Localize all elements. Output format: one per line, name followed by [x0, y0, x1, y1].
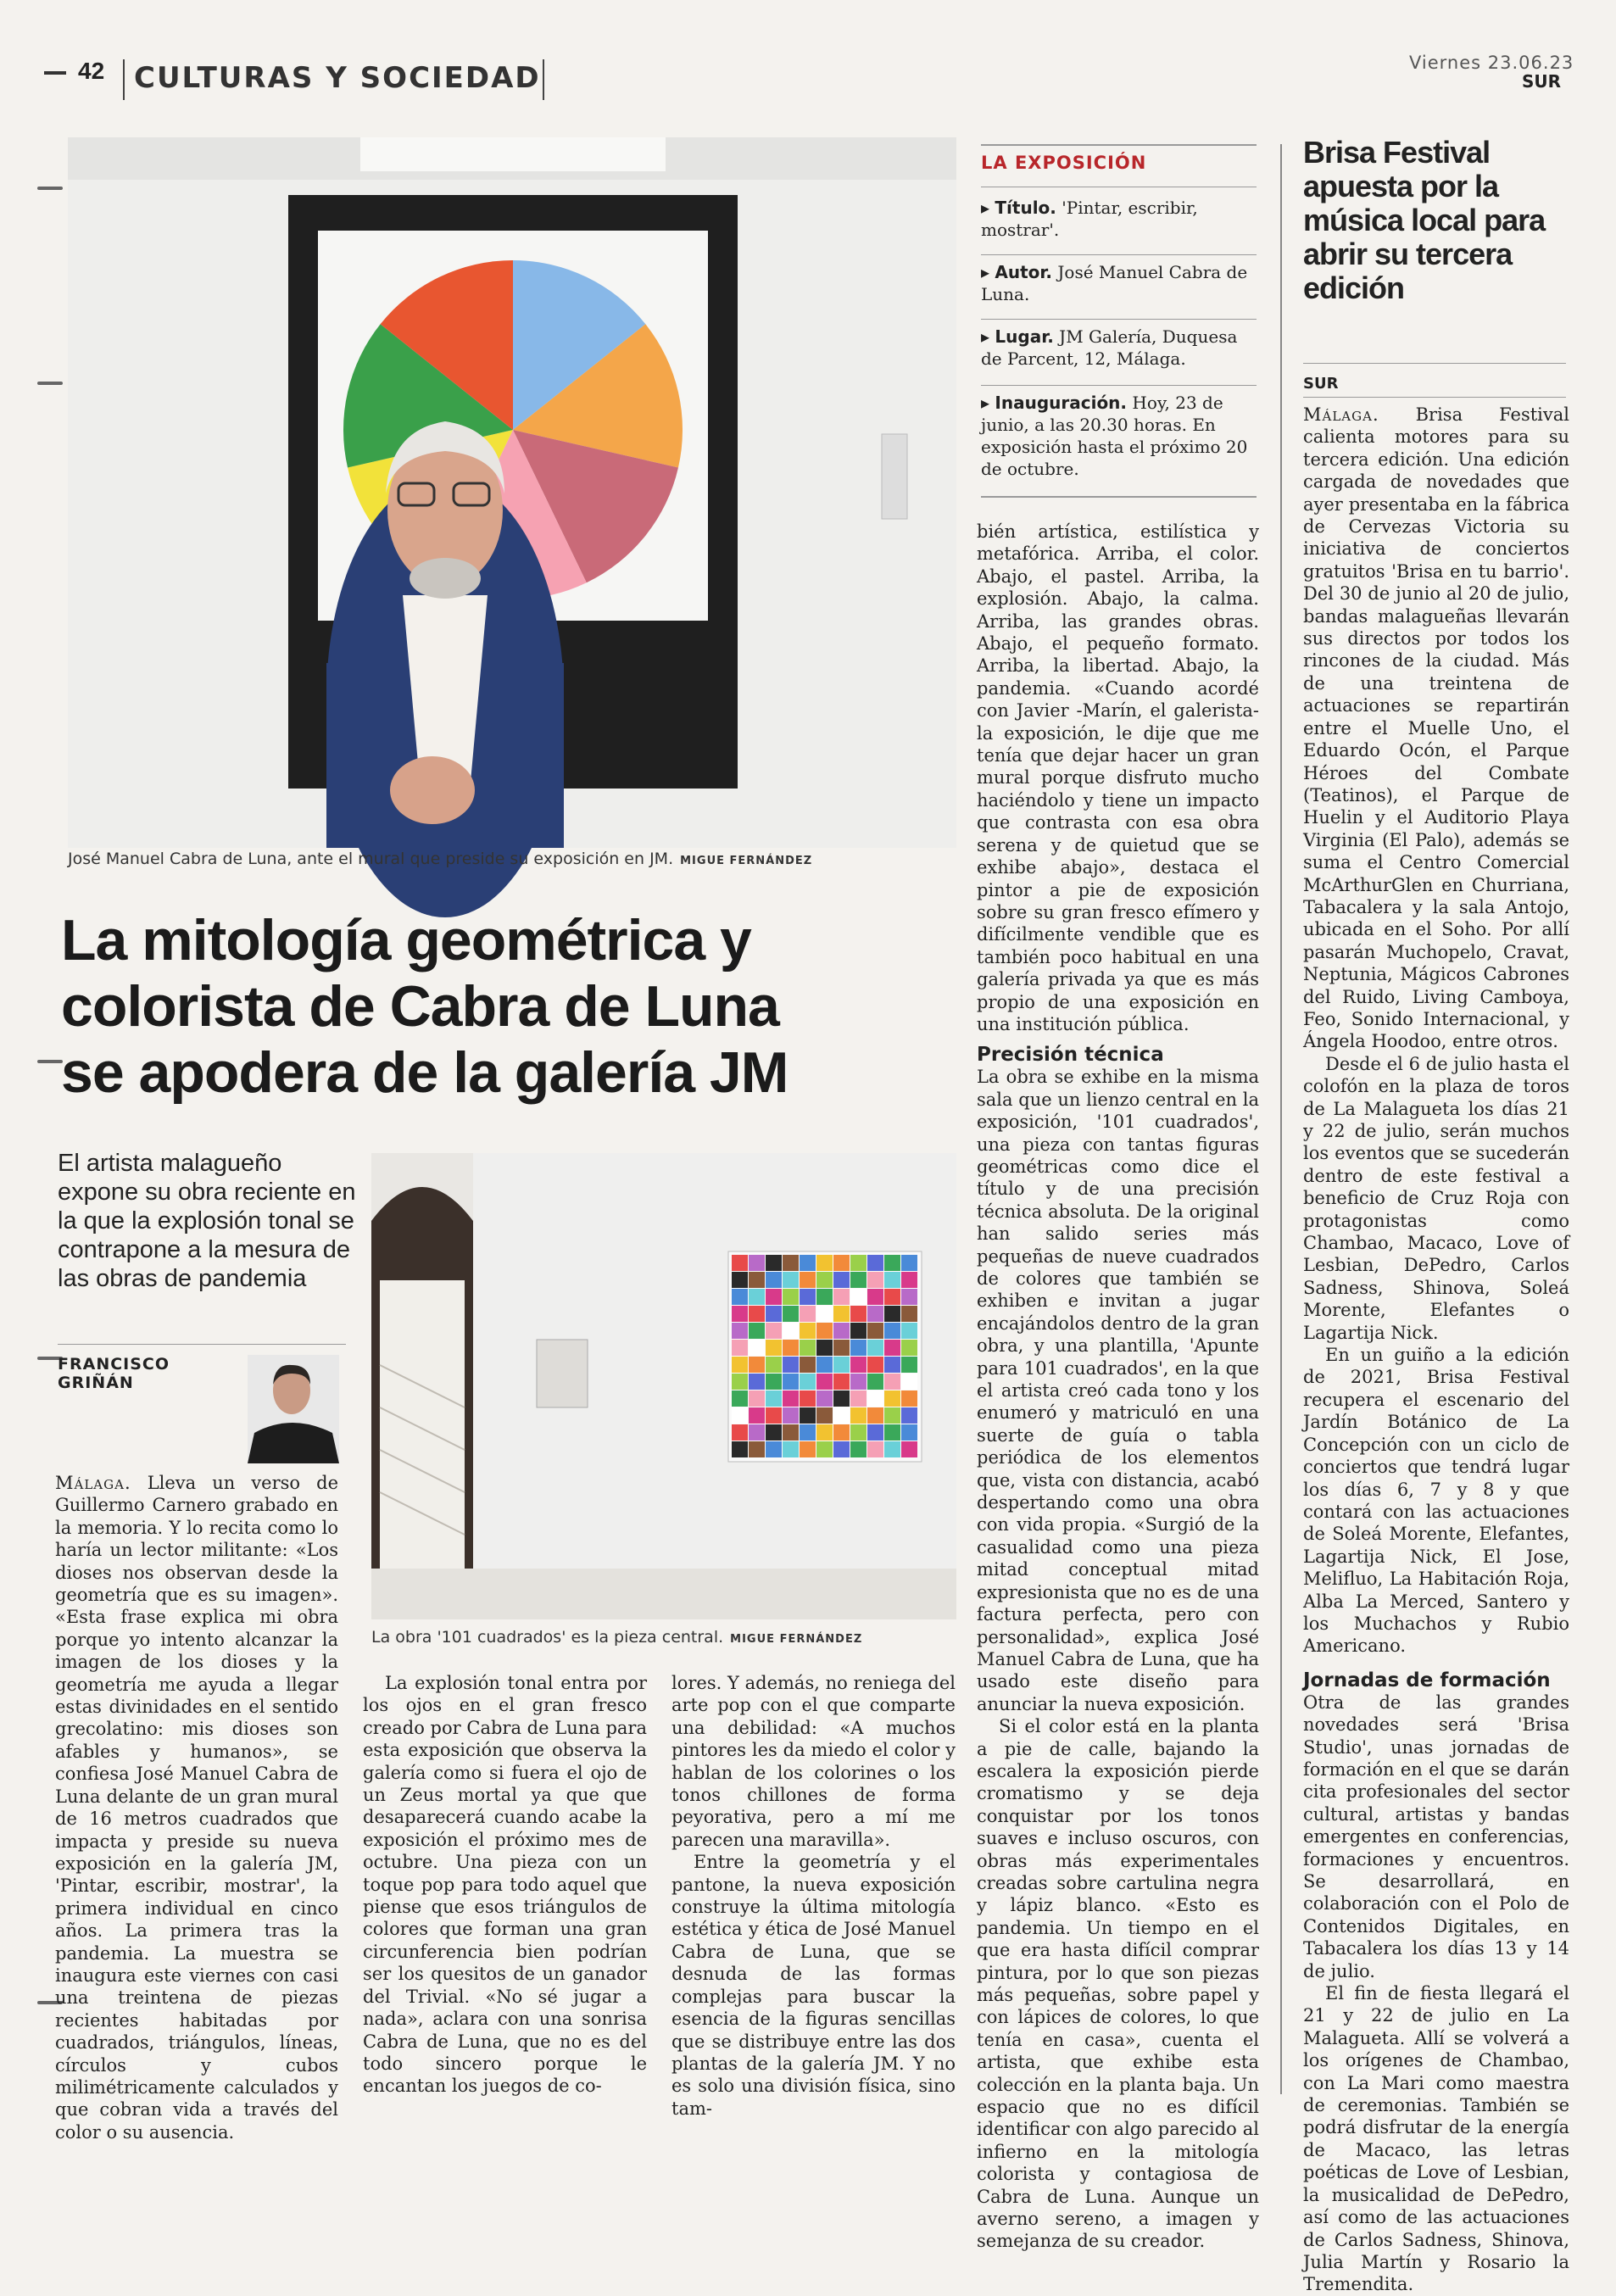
author-photo: [248, 1355, 339, 1463]
artwork-square: [867, 1289, 883, 1305]
artwork-square: [867, 1340, 883, 1356]
article-text: Si el color está en la planta a pie de calle, bajando la escalera la exposición pierde cromatismo y se deja conquistar por los tonos suaves e incluso oscuros, con obras más experimentales creadas sobre cartulina negra y lápiz blanco. «Esto es pandemia. Un tiempo en el que era hasta difícil comprar pintura, por lo que son piezas más pequeñas, sobre papel y con lápices de colores, lo que tenía en casa», cuenta el artista, que exhibe esta colección en la planta baja. Un espacio que no es difícil identificar con algo parecido al infierno en la mitología colorista y contagiosa de Cabra de Luna. Aunque un averno sereno, a imagen y semejanza de su creador.: [977, 1716, 1259, 2252]
artwork-square: [850, 1289, 867, 1305]
artwork-square: [766, 1289, 782, 1305]
caption-text: La obra '101 cuadrados' es la pieza central.: [371, 1628, 724, 1647]
artwork-square: [766, 1390, 782, 1407]
artwork-square: [867, 1306, 883, 1322]
gallery-illustration: [371, 1153, 956, 1619]
article-col-4: [977, 521, 1259, 2253]
artwork-square: [732, 1289, 748, 1305]
artwork-square: [749, 1390, 765, 1407]
artwork-square: [749, 1289, 765, 1305]
artwork-square: [816, 1323, 833, 1339]
artwork-square: [732, 1340, 748, 1356]
sidebar-rule: [1303, 397, 1566, 398]
punch-mark: [37, 1060, 63, 1063]
artwork-square: [732, 1441, 748, 1457]
article-col-3: [671, 1672, 956, 2120]
artwork-square: [749, 1424, 765, 1441]
artwork-square: [850, 1306, 867, 1322]
artwork-square: [833, 1306, 850, 1322]
artwork-square: [783, 1390, 799, 1407]
artwork-square: [732, 1255, 748, 1271]
article-col-1: [55, 1472, 338, 2143]
artwork-square: [901, 1272, 917, 1288]
second-photo: [371, 1153, 956, 1619]
artwork-square: [884, 1407, 900, 1424]
artwork-square: [732, 1407, 748, 1424]
infobox-title: LA EXPOSICIÓN: [981, 153, 1147, 173]
col4-subtitle: Precisión técnica: [977, 1044, 1164, 1067]
artwork-square: [732, 1374, 748, 1390]
author-rule: [58, 1344, 346, 1345]
artwork-square: [833, 1323, 850, 1339]
infobox-item: ▸ Inauguración. Hoy, 23 de junio, a las 20.30 horas. En exposición hasta el próximo 20 de octubre.: [981, 393, 1248, 479]
issue-date: Viernes 23.06.23: [1409, 53, 1574, 73]
artwork-square: [867, 1424, 883, 1441]
sidebar-separator: [1280, 144, 1282, 2094]
headline-line: La mitología geométrica y: [61, 908, 751, 972]
artwork-square: [766, 1323, 782, 1339]
artwork-square: [749, 1357, 765, 1373]
artwork-square: [833, 1340, 850, 1356]
artwork-square: [833, 1407, 850, 1424]
artwork-square: [816, 1289, 833, 1305]
artwork-square: [884, 1374, 900, 1390]
artwork-square: [749, 1306, 765, 1322]
artwork-square: [901, 1357, 917, 1373]
article-text: La obra se exhibe en la misma sala que un lienzo central en la exposición, '101 cuadrados', una pieza con tantas figuras geométricas como dice el título y de una precisión técnica absoluta. De la original han salido series más pequeñas de nueve cuadrados de colores que también se exhiben e invitan a jugar encajándolos dentro de la gran obra, y una plantilla, 'Apunte para 101 cuadrados', en la que el artista creó cada tono y los enumeró y matriculó en una suerte de guía o tabla periódica de los elementos que, vista con distancia, acabó despertando como una obra con vida propia. «Surgió de la casualidad como una pieza mitad conceptual mitad expresionista que no es de una factura perfecta, pero con personalidad», explica José Manuel Cabra de Luna, que ha usado este diseño para anunciar la nueva exposición.: [977, 1067, 1259, 1714]
author-last-name: GRIÑÁN: [58, 1374, 134, 1392]
punch-mark: [37, 382, 63, 385]
sidebar-text: Otra de las grandes novedades será 'Brisa Studio', unas jornadas de formación en el que se darán cita profesionales del sector cultural, artistas y bandas emergentes en conferencias, formaciones y encuentros. Se desarrollará, en colaboración con el Polo de Contenidos Digitales, en Tabacalera los días 13 y 14 de julio.: [1303, 1691, 1569, 1981]
headline-line: colorista de Cabra de Luna: [61, 974, 779, 1039]
artwork-square: [833, 1357, 850, 1373]
page-number: 42: [78, 58, 105, 84]
artwork-square: [867, 1255, 883, 1271]
author-byline: [58, 1355, 170, 1392]
artwork-square: [901, 1340, 917, 1356]
artwork-square: [867, 1374, 883, 1390]
header-divider: [123, 59, 125, 100]
artwork-square: [884, 1390, 900, 1407]
author-first-name: FRANCISCO: [58, 1355, 170, 1374]
artwork-square: [816, 1407, 833, 1424]
artwork-square: [867, 1441, 883, 1457]
publication-name: SUR: [1522, 71, 1562, 92]
artwork-square: [901, 1390, 917, 1407]
article-text: Lleva un verso de Guillermo Carnero grabado en la memoria. Y lo recita como lo haría un lector militante: «Los dioses nos observan desde la geometría que es su imagen». «Esta frase explica mi obra porque yo intento alcanzar la imagen de los dioses y la geometría me ayuda a llegar estas divinidades en el sentido grecolatino: mis dioses son afables y humanos», se confiesa José Manuel Cabra de Luna delante de un gran mural de 16 metros cuadrados que impacta y preside su nueva exposición en la galería JM, 'Pintar, escribir, mostrar', la primera individual en cinco años. La primera tras la pandemia. La muestra se inaugura este viernes con casi una treintena de piezas recientes habitadas por cuadrados, triángulos, líneas, círculos y cubos milimétricamente calculados y que cobran vida a través del color o su ausencia.: [55, 1473, 338, 2143]
artwork-square: [783, 1255, 799, 1271]
artwork-square: [766, 1407, 782, 1424]
article-text: lores. Y además, no reniega del arte pop con el que comparte una debilidad: «A muchos pintores les da miedo el color y hablan de los colorines o los tonos chillones de forma peyorativa, pero a mí me parecen una maravilla».: [671, 1673, 956, 1850]
artwork-square: [732, 1323, 748, 1339]
sidebar-text: El fin de fiesta llegará el 21 y 22 de julio en La Malagueta. Allí se volverá a los orígenes de Chambao, con La Mari como maestra de ceremonias. También se podrá disfrutar de la energía de Macaco, las letras poéticas de Love of Lesbian, la musicalidad de DePedro, así como de las actuaciones de Carlos Sadness, Shinova, Julia Martín y Rosario la Tremendita.: [1303, 1983, 1569, 2295]
artwork-square: [850, 1424, 867, 1441]
dateline: Málaga.: [1303, 404, 1379, 425]
artwork-square: [766, 1255, 782, 1271]
artwork-square: [749, 1374, 765, 1390]
info-label: Inauguración.: [995, 393, 1128, 413]
infobox-rule: [981, 254, 1257, 255]
sidebar-rule: [1303, 363, 1566, 364]
artwork-square: [833, 1390, 850, 1407]
info-label: Título.: [995, 198, 1056, 218]
artwork-square: [884, 1441, 900, 1457]
artwork-square: [816, 1374, 833, 1390]
artwork-square: [783, 1407, 799, 1424]
artwork-square: [766, 1357, 782, 1373]
artwork-square: [766, 1374, 782, 1390]
artwork-square: [816, 1441, 833, 1457]
artwork-square: [850, 1407, 867, 1424]
artwork-square: [850, 1357, 867, 1373]
info-label: Autor.: [995, 262, 1053, 282]
sidebar-headline: Brisa Festival apuesta por la música local para abrir su tercera edición: [1303, 135, 1546, 305]
artwork-square: [833, 1441, 850, 1457]
artwork-square: [850, 1390, 867, 1407]
punch-mark: [37, 187, 63, 190]
infobox-rule: [981, 385, 1257, 386]
info-label: Lugar.: [995, 326, 1054, 347]
info-text: José Manuel Cabra de Luna.: [981, 262, 1248, 304]
artwork-square: [884, 1340, 900, 1356]
artwork-square: [800, 1323, 816, 1339]
artwork-square: [816, 1390, 833, 1407]
artwork-square: [732, 1272, 748, 1288]
artwork-square: [867, 1390, 883, 1407]
artwork-square: [884, 1272, 900, 1288]
artwork-square: [783, 1424, 799, 1441]
artwork-square: [833, 1255, 850, 1271]
sidebar-text: Brisa Festival calienta motores para su tercera edición. Una edición cargada de novedades que ayer presentaba en la fábrica de Cervezas Victoria su iniciativa de conciertos gratuitos 'Brisa en tu barrio'. Del 30 de junio al 20 de julio, bandas malagueñas llevarán sus directos por todos los rincones de la ciudad. Más de una treintena de actuaciones se repartirán entre el Muelle Uno, el Eduardo Ocón, el Parque Héroes del Combate (Teatinos), el Parque de Huelin y el Auditorio Playa Virginia (El Palo), además se suma el Centro Comercial McArthurGlen en Churriana, Tabacalera y la sala Antojo, ubicada en el Soho. Por allí pasarán Muchopelo, Cravat, Neptunia, Mágicos Cabrones del Ruido, Living Camboya, Feo, Sonido Internacional, y Ángela Hoodoo, entre otros.: [1303, 404, 1569, 1052]
article-text: Entre la geometría y el pantone, la nueva exposición construye la última mitología estética y ética de José Manuel Cabra de Luna, que se desnuda de las formas complejas para buscar la esencia de la figuras sencillas que se distribuye entre las dos plantas de la galería JM. Y no es solo una división física, sino tam-: [671, 1852, 956, 2119]
artwork-square: [884, 1357, 900, 1373]
artwork-square: [850, 1323, 867, 1339]
sidebar-text: Desde el 6 de julio hasta el colofón en la plaza de toros de La Malagueta los días 21 y 22 de julio, serán muchos los eventos que se sucederán dentro de este festival a beneficio de Cruz Roja con protagonistas como Chambao, Macaco, Love of Lesbian, DePedro, Carlos Sadness, Shinova, Soleá Morente, Elefantes o Lagartija Nick.: [1303, 1053, 1569, 1343]
artwork-square: [732, 1390, 748, 1407]
main-photo: [68, 137, 956, 848]
artwork-square: [783, 1441, 799, 1457]
artwork-square: [901, 1441, 917, 1457]
artwork-square: [749, 1323, 765, 1339]
artwork-square: [867, 1272, 883, 1288]
artwork-square: [732, 1424, 748, 1441]
artwork-square: [749, 1272, 765, 1288]
main-photo-caption: [68, 850, 956, 868]
artwork-square: [901, 1424, 917, 1441]
artwork-square: [901, 1306, 917, 1322]
artwork-square: [749, 1255, 765, 1271]
sidebar-source: SUR: [1303, 375, 1339, 393]
artwork-square: [816, 1340, 833, 1356]
artwork-square: [816, 1306, 833, 1322]
artwork-square: [749, 1407, 765, 1424]
artwork-square: [800, 1340, 816, 1356]
artwork-square: [766, 1272, 782, 1288]
artwork-square: [884, 1424, 900, 1441]
artwork-square: [783, 1289, 799, 1305]
second-photo-caption: [371, 1628, 956, 1647]
artwork-square: [783, 1374, 799, 1390]
artwork-square: [901, 1407, 917, 1424]
artwork-square: [800, 1407, 816, 1424]
artwork-square: [800, 1255, 816, 1271]
artwork-square: [766, 1340, 782, 1356]
artwork-square: [732, 1306, 748, 1322]
artwork-square: [867, 1323, 883, 1339]
photo-credit: MIGUE FERNÁNDEZ: [680, 855, 813, 867]
headline-line: se apodera de la galería JM: [61, 1040, 788, 1105]
artwork-square: [867, 1407, 883, 1424]
dateline: Málaga.: [55, 1473, 131, 1493]
artwork-square: [783, 1340, 799, 1356]
main-photo-illustration: [68, 137, 956, 848]
artwork-square: [901, 1289, 917, 1305]
section-title: CULTURAS Y SOCIEDAD: [134, 61, 541, 95]
artwork-square: [766, 1306, 782, 1322]
artwork-square: [833, 1272, 850, 1288]
artwork-square: [749, 1340, 765, 1356]
artwork-square: [901, 1323, 917, 1339]
photo-credit: MIGUE FERNÁNDEZ: [730, 1633, 863, 1646]
artwork-square: [901, 1374, 917, 1390]
artwork-square: [833, 1424, 850, 1441]
artwork-square: [884, 1289, 900, 1305]
artwork-square: [800, 1357, 816, 1373]
article-headline: [61, 907, 909, 1106]
artwork-square: [749, 1441, 765, 1457]
infobox-bottom-rule: [981, 496, 1257, 498]
artwork-square: [816, 1255, 833, 1271]
artwork-square: [783, 1306, 799, 1322]
artwork-square: [833, 1289, 850, 1305]
info-text: Hoy, 23 de junio, a las 20.30 horas. En exposición hasta el próximo 20 de octubre.: [981, 393, 1248, 479]
artwork-square: [766, 1424, 782, 1441]
article-col-2: [363, 1672, 647, 2098]
artwork-square: [833, 1374, 850, 1390]
artwork-square: [884, 1255, 900, 1271]
artwork-square: [800, 1289, 816, 1305]
artwork-square: [850, 1255, 867, 1271]
artwork-square: [800, 1272, 816, 1288]
sidebar-subtitle: Jornadas de formación: [1303, 1669, 1551, 1691]
author-avatar: [248, 1355, 339, 1463]
header-divider: [543, 59, 544, 100]
infobox-top-rule: [981, 144, 1257, 146]
artwork-square: [800, 1424, 816, 1441]
info-text: JM Galería, Duquesa de Parcent, 12, Málaga.: [981, 326, 1238, 369]
article-subhead: El artista malagueño expone su obra reciente en la que la explosión tonal se contrapone a la mesura de las obras de pandemia: [58, 1150, 356, 1292]
sidebar-body: [1303, 404, 1569, 2296]
artwork-square: [800, 1374, 816, 1390]
artwork-square: [884, 1306, 900, 1322]
artwork-square: [800, 1441, 816, 1457]
artwork-square: [816, 1357, 833, 1373]
article-text: bién artística, estilística y metafórica. Arriba, el color. Abajo, el pastel. Arriba, la explosión. Abajo, la calma. Arriba, las grandes obras. Abajo, el pequeño formato. Arriba, la libertad. Abajo, la pandemia. «Cuando acordé con Javier -Marín, el galerista- la exposición, le dije que me tenía que dejar hacer un gran mural porque disfruto mucho haciéndolo y tiene un impacto que contrasta con esa obra serena y de quietud que se exhibe abajo», destaca el pintor a pie de exposición sobre su gran fresco efímero y difícilmente vendible que es también poco habitual en una galería privada ya que es más propio de una exposición en una institución pública.: [977, 521, 1259, 1034]
artwork-square: [766, 1441, 782, 1457]
artwork-square: [800, 1306, 816, 1322]
artwork-square: [901, 1255, 917, 1271]
info-text: 'Pintar, escribir, mostrar'.: [981, 198, 1198, 240]
artwork-square: [783, 1323, 799, 1339]
artwork-square: [783, 1272, 799, 1288]
artwork-square: [867, 1357, 883, 1373]
artwork-square: [884, 1323, 900, 1339]
artwork-square: [816, 1272, 833, 1288]
artwork-square: [800, 1390, 816, 1407]
header-dash: [44, 71, 66, 75]
artwork-square: [783, 1357, 799, 1373]
sidebar-text: En un guiño a la edición de 2021, Brisa Festival recupera el escenario del Jardín Botánico de La Concepción con un ciclo de conciertos que tendrá lugar los días 6, 7 y 8 y que contará con las actuaciones de Soleá Morente, Elefantes, Lagartija Nick, El Jose, Melifluo, La Habitación Roja, Alba La Merced, Santero y los Muchachos y Rubio Americano.: [1303, 1345, 1569, 1657]
artwork-square: [816, 1424, 833, 1441]
infobox-item: ▸ Título. 'Pintar, escribir, mostrar'.: [981, 198, 1198, 240]
artwork-square: [850, 1441, 867, 1457]
infobox-item: ▸ Lugar. JM Galería, Duquesa de Parcent, 12, Málaga.: [981, 326, 1238, 369]
caption-text: José Manuel Cabra de Luna, ante el mural que preside su exposición en JM.: [68, 850, 674, 868]
infobox-item: ▸ Autor. José Manuel Cabra de Luna.: [981, 262, 1248, 304]
artwork-square: [850, 1272, 867, 1288]
artwork-square: [732, 1357, 748, 1373]
article-text: La explosión tonal entra por los ojos en el gran fresco creado por Cabra de Luna para esta exposición que observa la galería como si fuera el ojo de un Zeus mortal ya que que desaparecerá cuando acabe la exposición el próximo mes de octubre. Una pieza con un toque pop para todo aquel que piense que esos triángulos de colores que forman una gran circunferencia bien podrían ser los quesitos de un ganador del Trivial. «No sé jugar a nada», aclara con una sonrisa Cabra de Luna, que no es del todo sincero porque le encantan los juegos de co-: [363, 1673, 647, 2097]
artwork-square: [850, 1374, 867, 1390]
artwork-square: [850, 1340, 867, 1356]
infobox-rule: [981, 319, 1257, 320]
